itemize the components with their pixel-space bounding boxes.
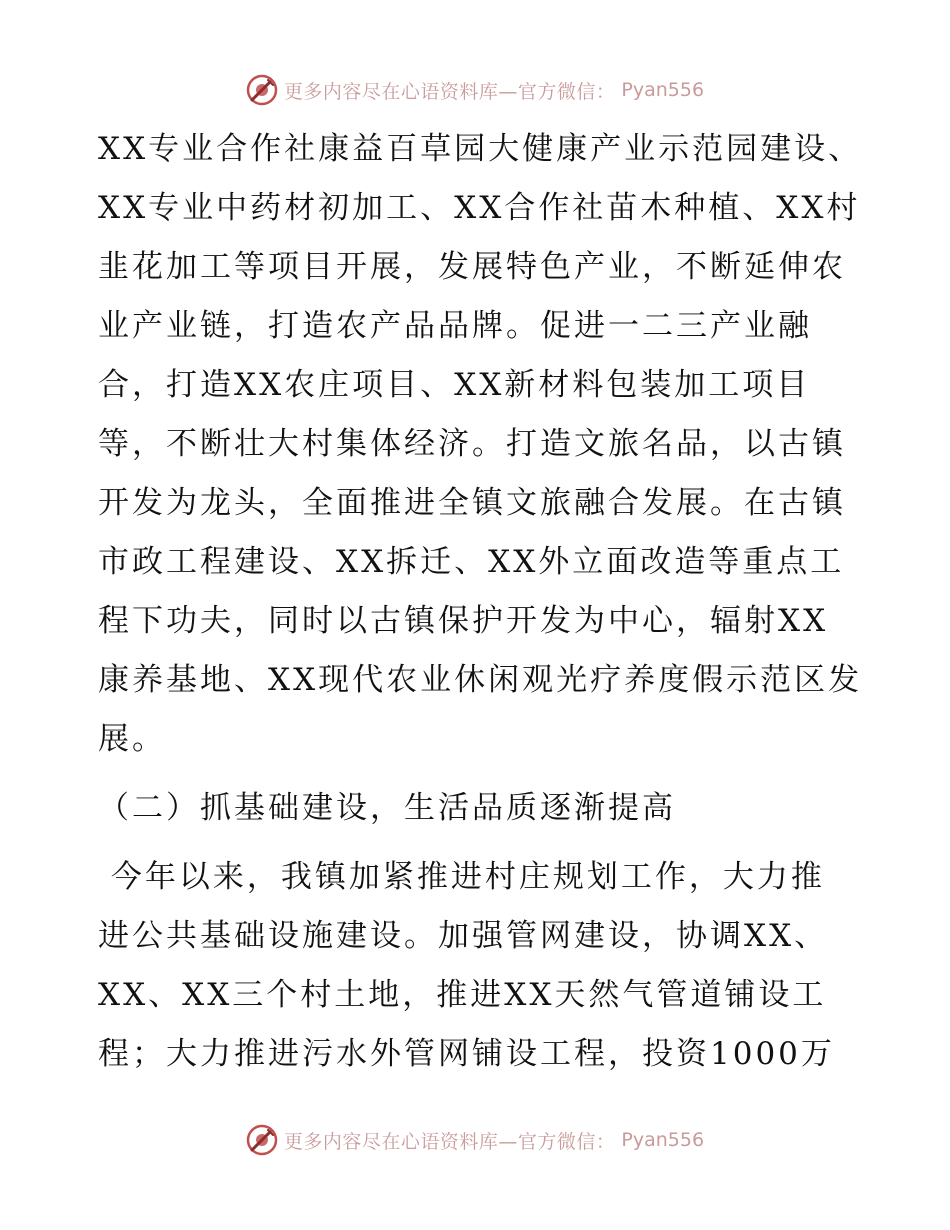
text-line: 合，打造XX农庄项目、XX新材料包装加工项目 <box>98 367 811 403</box>
text-line: 开发为龙头，全面推进全镇文旅融合发展。在古镇 <box>98 485 846 521</box>
text-line: 今年以来，我镇加紧推进村庄规划工作，大力推 <box>98 859 825 895</box>
footer-watermark <box>0 1124 950 1156</box>
text-line: 康养基地、XX现代农业休闲观光疗养度假示范区发 <box>98 662 863 698</box>
text-line: 市政工程建设、XX拆迁、XX外立面改造等重点工 <box>98 544 845 580</box>
logo-icon <box>246 74 278 106</box>
text-line: XX、XX三个村土地，推进XX天然气管道铺设工 <box>98 977 827 1013</box>
paragraph-1 <box>98 120 868 769</box>
logo-icon <box>246 1124 278 1156</box>
watermark-text: 更多内容尽在心语资料库—官方微信： <box>283 1130 616 1153</box>
watermark-id: Pyan556 <box>621 1129 705 1151</box>
text-line: 展。 <box>98 721 166 757</box>
section-heading: （二）抓基础建设，生活品质逐渐提高 <box>98 790 676 826</box>
text-line: 等，不断壮大村集体经济。打造文旅名品，以古镇 <box>98 426 846 462</box>
watermark-id: Pyan556 <box>621 79 705 101</box>
text-line: XX专业合作社康益百草园大健康产业示范园建设、 <box>98 131 863 167</box>
watermark-text: 更多内容尽在心语资料库—官方微信： <box>283 80 616 103</box>
text-line: 韭花加工等项目开展，发展特色产业，不断延伸农 <box>98 249 846 285</box>
text-line: 程下功夫，同时以古镇保护开发为中心，辐射XX <box>98 603 829 639</box>
text-line: XX专业中药材初加工、XX合作社苗木种植、XX村 <box>98 190 861 226</box>
text-line: 业产业链，打造农产品品牌。促进一二三产业融 <box>98 308 812 344</box>
text-line: 程；大力推进污水外管网铺设工程，投资1000万 <box>98 1036 835 1072</box>
header-watermark <box>0 74 950 106</box>
paragraph-2 <box>98 848 868 1084</box>
text-line: 进公共基础设施建设。加强管网建设，协调XX、 <box>98 918 829 954</box>
document-body <box>98 120 868 1084</box>
